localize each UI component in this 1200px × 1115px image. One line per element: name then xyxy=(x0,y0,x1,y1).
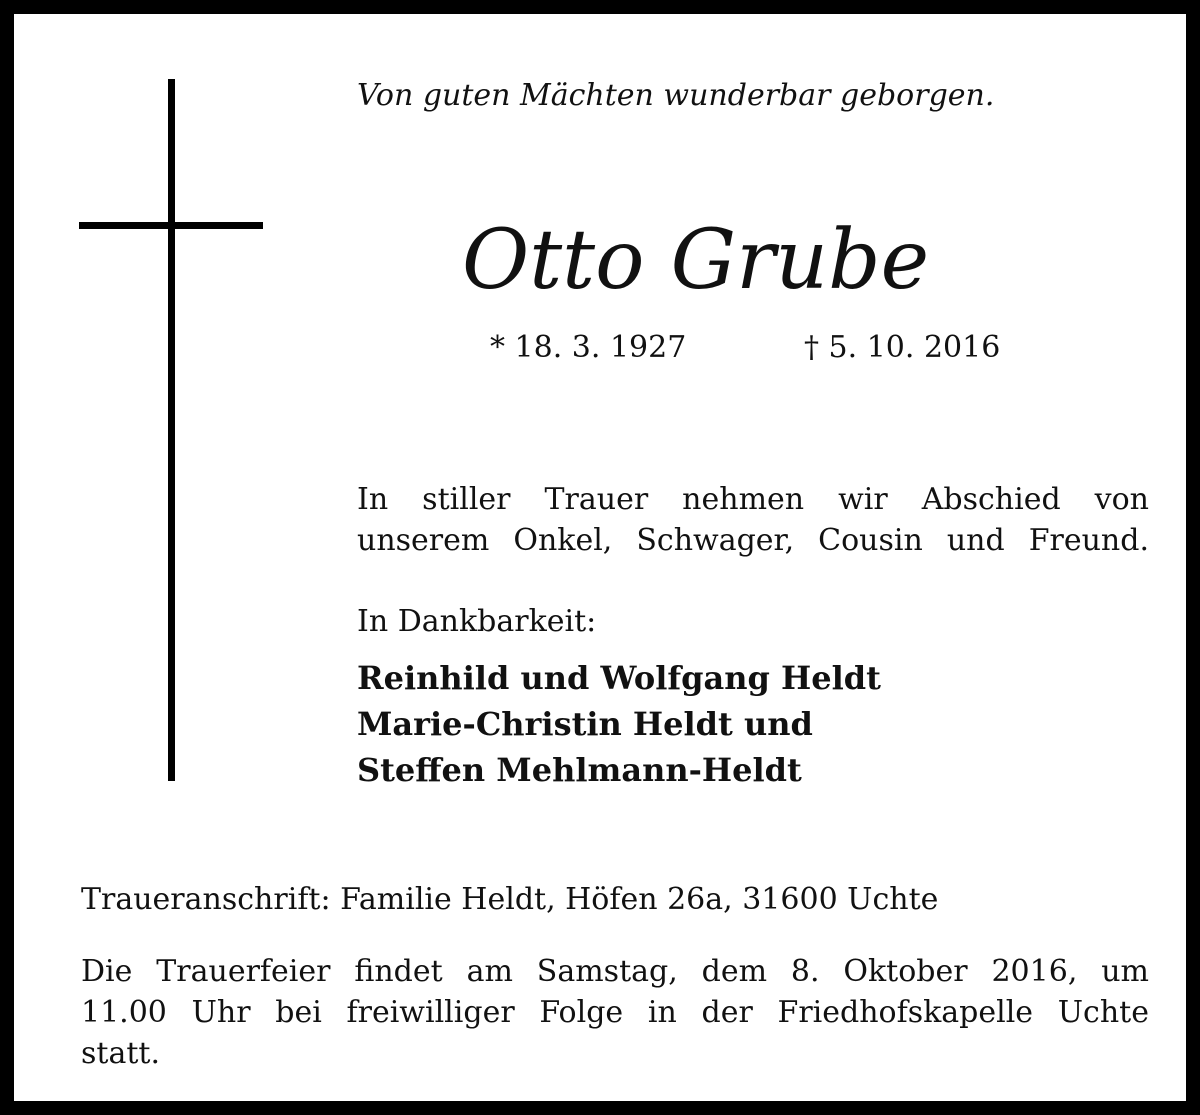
ceremony-line-2: 11.00 Uhr bei freiwilliger Folge in der Friedhofskapelle Uchte xyxy=(81,995,1149,1030)
cross-icon-vertical-bar xyxy=(168,79,175,781)
signatories xyxy=(357,655,881,793)
mourning-address: Traueranschrift: Familie Heldt, Höfen 26a, 31600 Uchte xyxy=(81,882,939,917)
signatory-line: Marie-Christin Heldt und xyxy=(357,705,813,743)
ceremony-line-3: statt. xyxy=(81,1036,160,1071)
birth-date: * 18. 3. 1927 xyxy=(490,330,687,365)
signatory-line: Reinhild und Wolfgang Heldt xyxy=(357,659,881,697)
motto: Von guten Mächten wunderbar geborgen. xyxy=(357,78,995,113)
gratitude-label: In Dankbarkeit: xyxy=(357,604,597,639)
mourning-text xyxy=(357,479,1149,561)
signatory-line: Steffen Mehlmann-Heldt xyxy=(357,751,802,789)
deceased-name: Otto Grube xyxy=(462,213,930,308)
mourning-line-2: unserem Onkel, Schwager, Cousin und Freund. xyxy=(357,523,1149,558)
cross-icon-horizontal-bar xyxy=(79,222,263,229)
ceremony-line-1: Die Trauerfeier findet am Samstag, dem 8. Oktober 2016, um xyxy=(81,954,1149,989)
ceremony-notice xyxy=(81,951,1149,1074)
death-date: † 5. 10. 2016 xyxy=(804,330,1001,365)
mourning-line-1: In stiller Trauer nehmen wir Abschied von xyxy=(357,482,1149,517)
